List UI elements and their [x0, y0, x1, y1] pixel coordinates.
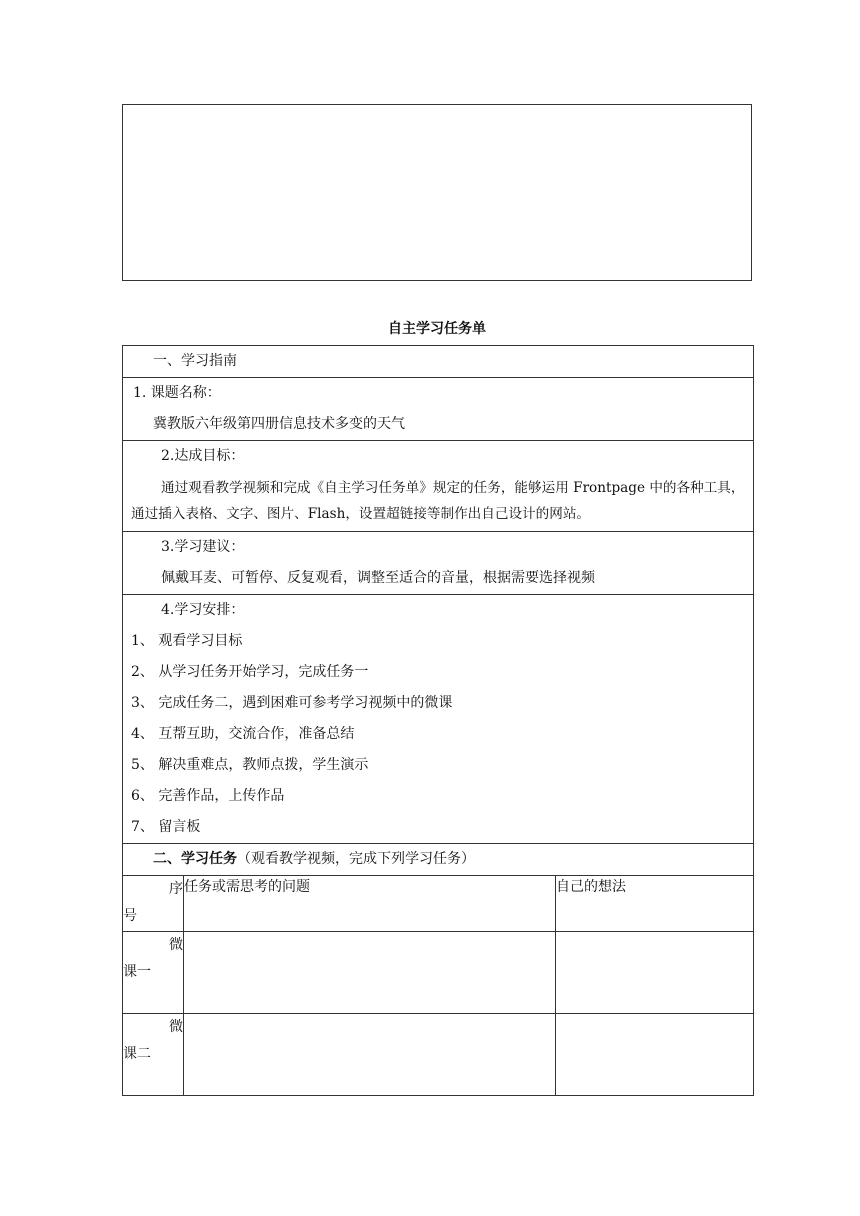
seq-cell — [123, 932, 184, 1014]
goal-row — [123, 441, 754, 532]
topic-label: 1. 课题名称： — [133, 385, 221, 401]
plan-item: 2、 从学习任务开始学习，完成任务一 — [131, 664, 369, 680]
goal-label: 2.达成目标： — [161, 448, 245, 464]
seq-bottom: 课一 — [123, 964, 151, 980]
plan-item: 6、 完善作品，上传作品 — [131, 788, 285, 804]
suggest-label: 3.学习建议： — [161, 539, 245, 555]
plan-item: 5、 解决重难点，教师点拨，学生演示 — [131, 757, 369, 773]
suggest-row — [123, 532, 754, 595]
topic-value: 冀教版六年级第四册信息技术多变的天气 — [153, 416, 405, 432]
seq-cell — [123, 1014, 184, 1096]
section2-heading-bold: 二、学习任务 — [153, 851, 237, 867]
table-row — [123, 1014, 754, 1096]
question-cell[interactable] — [184, 1014, 556, 1096]
plan-row — [123, 595, 754, 844]
thoughts-cell[interactable] — [556, 932, 754, 1014]
plan-label: 4.学习安排： — [161, 602, 245, 618]
suggest-text: 佩戴耳麦、可暂停、反复观看，调整至适合的音量，根据需要选择视频 — [161, 570, 595, 586]
thoughts-cell[interactable] — [556, 1014, 754, 1096]
seq-top: 微 — [169, 1019, 183, 1035]
plan-item: 3、 完成任务二，遇到困难可参考学习视频中的微课 — [131, 695, 453, 711]
seq-header-bottom: 号 — [123, 908, 137, 924]
section2-heading-rest: （观看教学视频，完成下列学习任务） — [237, 851, 475, 867]
table-row — [123, 932, 754, 1014]
question-header: 任务或需思考的问题 — [184, 879, 310, 895]
section1-heading-row — [123, 346, 754, 378]
task-header-row — [123, 876, 754, 932]
seq-bottom: 课二 — [123, 1046, 151, 1062]
plan-item: 4、 互帮互助，交流合作，准备总结 — [131, 726, 355, 742]
top-empty-box — [122, 104, 752, 281]
plan-item: 7、 留言板 — [131, 819, 201, 835]
plan-item: 1、 观看学习目标 — [131, 633, 243, 649]
question-header-cell — [184, 876, 556, 932]
question-cell[interactable] — [184, 932, 556, 1014]
seq-top: 微 — [169, 937, 183, 953]
seq-header-cell — [123, 876, 184, 932]
thoughts-header: 自己的想法 — [556, 879, 626, 895]
document-title: 自主学习任务单 — [388, 321, 486, 337]
goal-text: 通过观看教学视频和完成《自主学习任务单》规定的任务，能够运用 Frontpage 中的各种工具，通过插入表格、文字、图片、Flash，设置超链接等制作出自己设计的网站。 — [131, 480, 745, 522]
section1-heading: 一、学习指南 — [153, 353, 237, 369]
seq-header-top: 序 — [169, 881, 183, 897]
section2-heading-row — [123, 844, 754, 876]
topic-row — [123, 378, 754, 441]
task-sheet-table — [122, 345, 754, 1096]
thoughts-header-cell — [556, 876, 754, 932]
section2-heading — [123, 844, 753, 875]
